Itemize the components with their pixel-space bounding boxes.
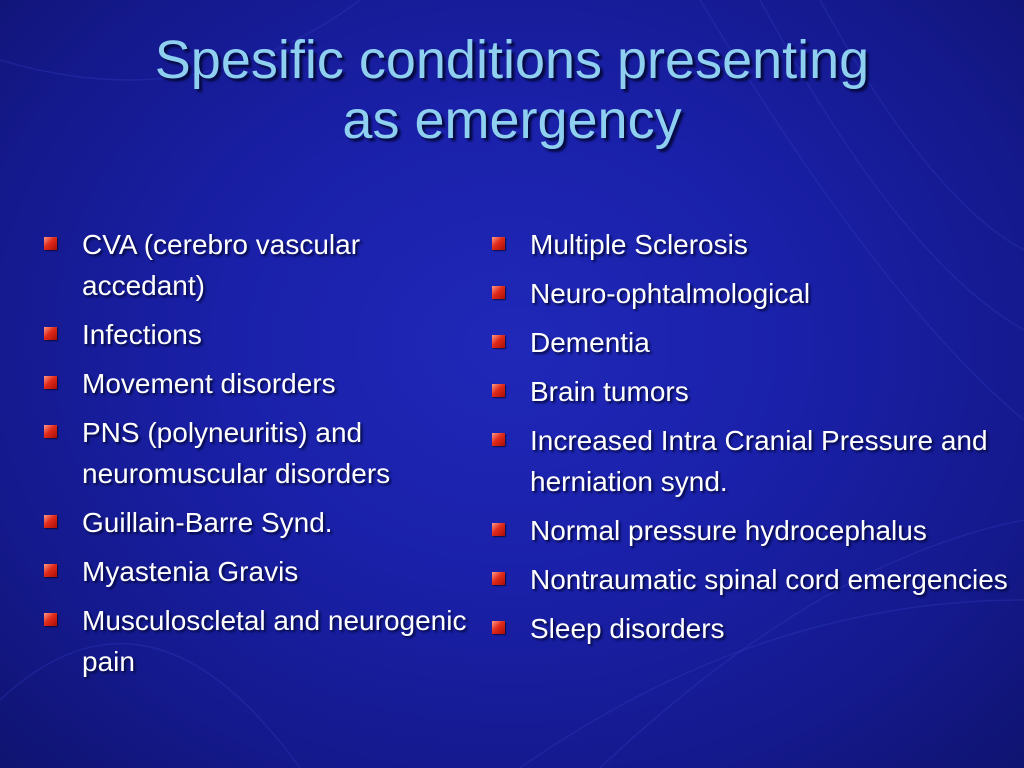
red-square-bullet-icon — [44, 237, 57, 250]
list-item-text: Nontraumatic spinal cord emergencies — [530, 564, 1008, 595]
red-square-bullet-icon — [44, 564, 57, 577]
list-item-text: Infections — [82, 319, 202, 350]
red-square-bullet-icon — [492, 286, 505, 299]
red-square-bullet-icon — [44, 613, 57, 626]
red-square-bullet-icon — [44, 515, 57, 528]
list-item-text: Brain tumors — [530, 376, 689, 407]
left-bullet-list — [44, 224, 474, 690]
list-item-text: PNS (polyneuritis) and neuromuscular disorders — [82, 417, 391, 489]
list-item — [492, 273, 1012, 314]
red-square-bullet-icon — [44, 327, 57, 340]
list-item — [492, 420, 1012, 502]
list-item — [492, 510, 1012, 551]
list-item-text: Movement disorders — [82, 368, 336, 399]
list-item — [44, 551, 474, 592]
list-item — [44, 600, 474, 682]
slide-title-line-1: Spesific conditions presenting — [154, 30, 870, 90]
slide-title-line-2: as emergency — [342, 90, 682, 150]
red-square-bullet-icon — [44, 376, 57, 389]
list-item — [44, 224, 474, 306]
list-item-text: Myastenia Gravis — [82, 556, 299, 587]
list-item — [44, 363, 474, 404]
red-square-bullet-icon — [492, 572, 505, 585]
list-item-text: Normal pressure hydrocephalus — [530, 515, 927, 546]
list-item-text: Increased Intra Cranial Pressure and herniation synd. — [530, 425, 988, 497]
red-square-bullet-icon — [492, 433, 505, 446]
slide-title — [40, 30, 984, 150]
red-square-bullet-icon — [492, 523, 505, 536]
list-item — [492, 322, 1012, 363]
list-item — [44, 502, 474, 543]
list-item — [44, 412, 474, 494]
list-item — [492, 559, 1012, 600]
right-bullet-list — [492, 224, 1012, 657]
list-item-text: Guillain-Barre Synd. — [82, 507, 333, 538]
list-item-text: Multiple Sclerosis — [530, 229, 748, 260]
list-item-text: Dementia — [530, 327, 650, 358]
red-square-bullet-icon — [492, 335, 505, 348]
list-item — [492, 224, 1012, 265]
red-square-bullet-icon — [492, 237, 505, 250]
list-item-text: Sleep disorders — [530, 613, 725, 644]
list-item-text: Neuro-ophtalmological — [530, 278, 811, 309]
red-square-bullet-icon — [492, 384, 505, 397]
list-item — [44, 314, 474, 355]
red-square-bullet-icon — [44, 425, 57, 438]
list-item-text: CVA (cerebro vascular accedant) — [82, 229, 361, 301]
list-item — [492, 608, 1012, 649]
list-item-text: Musculoscletal and neurogenic pain — [82, 605, 467, 677]
red-square-bullet-icon — [492, 621, 505, 634]
list-item — [492, 371, 1012, 412]
